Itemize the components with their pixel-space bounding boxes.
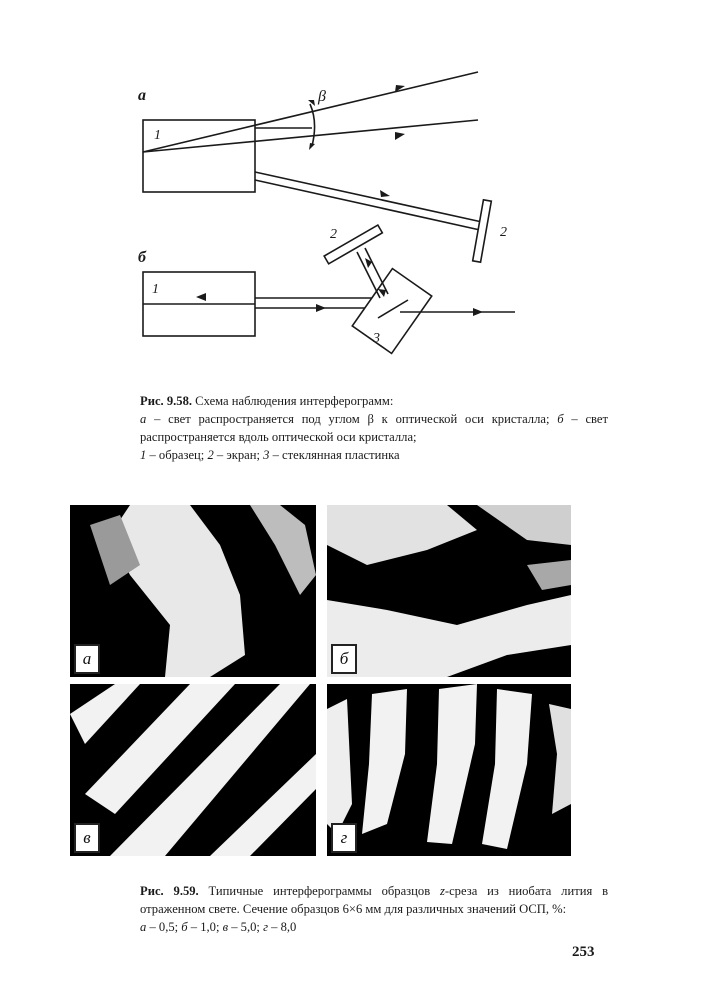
- caption-959-body: [140, 882, 608, 918]
- label-3b: 3: [373, 331, 380, 346]
- caption-958-title: Рис. 9.58.: [140, 394, 193, 408]
- caption-958-b: б: [557, 412, 564, 426]
- caption-959-va: – 0,5;: [146, 920, 182, 934]
- interferogram-panel-b: [327, 505, 571, 677]
- panel-label-g: г: [331, 823, 357, 853]
- caption-959-g: г: [263, 920, 268, 934]
- caption-959-text2: -среза из ниобата лития в отраженном свете. Сечение образцов 6×6 мм для различных значений ОСП, %:: [140, 884, 609, 916]
- label-1b: 1: [152, 282, 159, 297]
- label-1a: 1: [154, 128, 161, 143]
- label-2b: 2: [330, 227, 337, 242]
- caption-959-text1: Типичные интерферограммы образцов: [198, 884, 440, 898]
- caption-958-line1: [140, 392, 608, 410]
- caption-958-a: а: [140, 412, 147, 426]
- page-number: 253: [572, 944, 595, 960]
- caption-fig-9-58: [140, 392, 608, 464]
- caption-959-vv: – 5,0;: [228, 920, 264, 934]
- caption-959-b: б: [181, 920, 188, 934]
- caption-959-title: Рис. 9.59.: [140, 884, 199, 898]
- caption-959-values: [140, 918, 608, 936]
- caption-958-t3: – стеклянная пластинка: [269, 448, 400, 462]
- caption-fig-9-59: [140, 882, 608, 936]
- interferogram-panel-a: [70, 505, 316, 677]
- caption-958-n2: 2: [207, 448, 214, 462]
- interferogram-panel-v: [70, 684, 316, 856]
- caption-958-t1: – образец;: [146, 448, 208, 462]
- caption-959-vb: – 1,0;: [187, 920, 223, 934]
- beam-a-1: [255, 172, 482, 222]
- label-a: а: [138, 87, 146, 104]
- label-b: б: [138, 249, 146, 266]
- beam-a-2: [255, 180, 480, 230]
- caption-958-line3: [140, 446, 608, 464]
- caption-959-vg: – 8,0: [267, 920, 297, 934]
- panel-label-b: б: [331, 644, 357, 674]
- caption-958-n1: 1: [140, 448, 147, 462]
- beta-arc: [310, 104, 315, 146]
- caption-959-a: а: [140, 920, 147, 934]
- ray-a-upper: [143, 72, 478, 152]
- glass-plate: [352, 269, 431, 354]
- label-beta: β: [318, 88, 326, 105]
- caption-958-b-text: – свет распространяется вдоль оптической оси кристалла;: [140, 412, 608, 444]
- caption-958-n3: 3: [263, 448, 270, 462]
- caption-958-title-rest: Схема наблюдения интерферограмм:: [192, 394, 394, 408]
- label-2a: 2: [500, 225, 507, 240]
- caption-958-a-text: – свет распространяется под углом β к оптической оси кристалла;: [146, 412, 558, 426]
- interferogram-panel-g: [327, 684, 571, 856]
- screen-a: [473, 200, 492, 262]
- optical-schematic: [0, 0, 701, 370]
- panel-label-v: в: [74, 823, 100, 853]
- caption-958-line2: [140, 410, 608, 446]
- panel-label-a: а: [74, 644, 100, 674]
- caption-958-t2: – экран;: [213, 448, 264, 462]
- caption-959-z: z: [439, 884, 445, 898]
- caption-959-v: в: [222, 920, 229, 934]
